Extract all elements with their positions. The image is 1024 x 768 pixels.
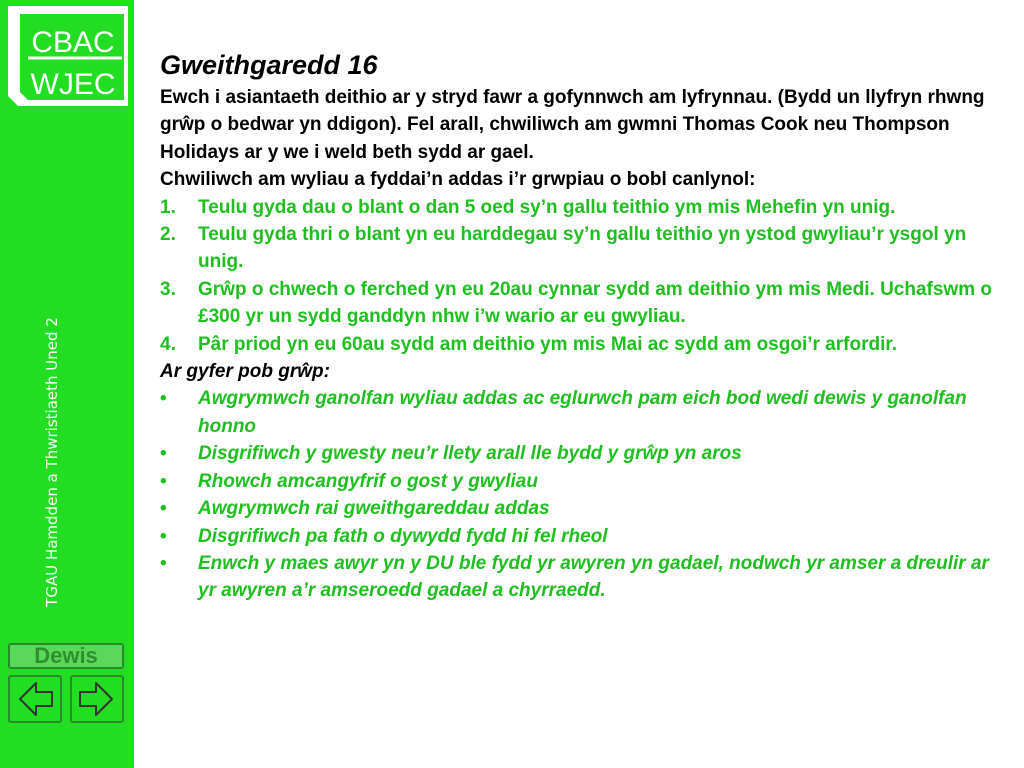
task-item (160, 468, 1000, 495)
task-text: Disgrifiwch y gwesty neu’r llety arall lle bydd y grŵp yn aros (198, 443, 742, 465)
sidebar (0, 0, 134, 768)
bullet-icon: • (160, 443, 167, 465)
task-text: Rhowch amcangyfrif o gost y gwyliau (198, 470, 538, 492)
group-text: Pâr priod yn eu 60au sydd am deithio ym mis Mai ac sydd am osgoi’r arfordir. (198, 333, 897, 355)
bullet-icon: • (160, 388, 167, 410)
group-text: Grŵp o chwech o ferched yn eu 20au cynnar sydd am deithio ym mis Medi. Uchafswm o £300 yr un sydd ganddyn nhw i’w wario ar eu gwyliau. (198, 278, 992, 328)
arrow-left-icon (10, 677, 60, 721)
bullet-icon: • (160, 498, 167, 520)
task-item (160, 385, 1000, 440)
subheading: Ar gyfer pob grŵp: (160, 361, 330, 383)
task-item (160, 550, 1000, 605)
course-title-vertical: TGAU Hamdden a Thwristiaeth Uned 2 (43, 317, 61, 607)
group-text: Teulu gyda dau o blant o dan 5 oed sy’n gallu teithio ym mis Mehefin yn unig. (198, 196, 896, 218)
bullet-icon: • (160, 470, 167, 492)
group-text: Teulu gyda thri o blant yn eu harddegau sy’n gallu teithio yn ystod gwyliau’r ysgol yn unig. (198, 224, 967, 273)
arrow-right-icon (72, 677, 122, 721)
logo-text-cbac: CBAC (31, 26, 115, 59)
logo-text-wjec: WJEC (30, 68, 116, 101)
task-item (160, 523, 1000, 550)
question-text: Chwiliwch am wyliau a fyddai’n addas i’r grwpiau o bobl canlynol: (160, 169, 756, 191)
dewis-menu-button[interactable]: Dewis (8, 643, 124, 669)
task-text: Awgrymwch ganolfan wyliau addas ac eglurwch pam eich bod wedi dewis y ganolfan honno (198, 388, 967, 437)
task-item (160, 440, 1000, 467)
task-text: Awgrymwch rai gweithgareddau addas (198, 498, 550, 520)
slide-title: Gweithgaredd 16 (160, 50, 378, 80)
task-item (160, 495, 1000, 522)
group-item (160, 221, 1000, 276)
task-text: Disgrifiwch pa fath o dywydd fydd hi fel rheol (198, 525, 608, 547)
group-item (160, 276, 1000, 331)
bullet-icon: • (160, 525, 167, 547)
list-number: 3. (160, 278, 176, 300)
group-item (160, 331, 1000, 358)
bullet-icon: • (160, 552, 167, 574)
group-item (160, 194, 1000, 221)
list-number: 2. (160, 224, 176, 246)
cbac-wjec-logo (6, 4, 130, 108)
back-button[interactable] (8, 675, 62, 723)
list-number: 1. (160, 196, 176, 218)
forward-button[interactable] (70, 675, 124, 723)
list-number: 4. (160, 333, 176, 355)
intro-text: Ewch i asiantaeth deithio ar y stryd fawr a gofynnwch am lyfrynnau. (Bydd un llyfryn rhwng grŵp o bedwar yn ddigon). Fel arall, chwiliwch am gwmni Thomas Cook neu Thompson Holidays ar y we i weld beth sydd ar gael. (160, 87, 985, 163)
task-text: Enwch y maes awyr yn y DU ble fydd yr awyren yn gadael, nodwch yr amser a dreulir ar yr awyren a’r amseroedd gadael a chyrraedd. (198, 552, 989, 602)
slide-content (160, 46, 1000, 605)
